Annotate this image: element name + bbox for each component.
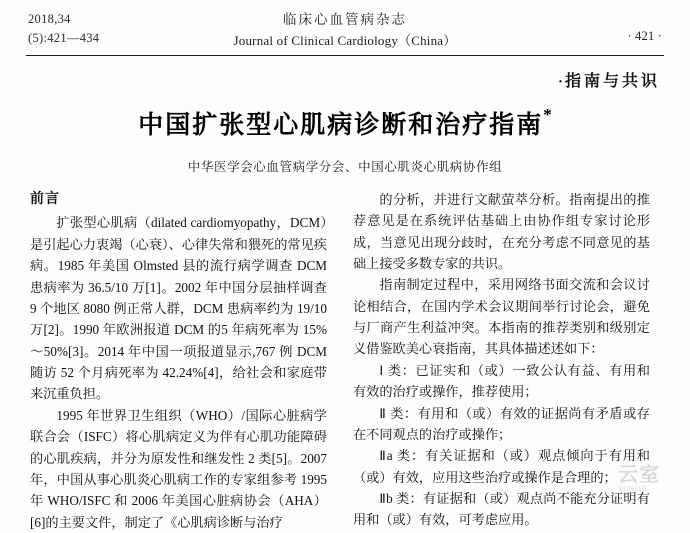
paragraph: 1995 年世界卫生组织（WHO）/国际心脏病学联合会（ISFC）将心肌病定义为伴有心肌功能障碍的心肌疾病，并分为原发性和继发性 2 类[5]。2007 年，中国从事心肌炎心肌病工作的专家组参考 1995 年 WHO/ISFC 和 2006 年美国心脏病协会（AHA）[6]的主要文件，制定了《心肌病诊断与治疗 bbox=[30, 407, 327, 530]
paragraph: 指南制定过程中，采用网络书面交流和会议讨论相结合，在国内学术会议期间举行讨论会，避免与厂商产生利益冲突。本指南的推荐类别和级别定义借鉴欧美心衰指南，其具体描述述如下： bbox=[353, 277, 650, 357]
journal-title-en: Journal of Clinical Cardiology（China） bbox=[233, 33, 457, 49]
journal-title-cn: 临床心血管病杂志 bbox=[283, 12, 407, 27]
watermark-subtext: YUNSHI bbox=[618, 485, 647, 493]
running-head bbox=[0, 0, 690, 51]
page-title-text: 中国扩张型心肌病诊断和治疗指南 bbox=[138, 111, 544, 139]
issue-pages: (5):421—434 bbox=[28, 30, 100, 45]
column-right bbox=[353, 189, 650, 533]
section-tag-label: 指南与共识 bbox=[564, 72, 660, 90]
article-body bbox=[30, 189, 660, 533]
authors: 中华医学会心血管病学分会、中国心肌炎心肌病协作组 bbox=[187, 159, 503, 174]
preface-heading: 前言 bbox=[30, 191, 60, 207]
issue-year-volume: 2018,34 bbox=[28, 12, 71, 26]
paragraph: 的分析，并进行文献萤萃分析。指南提出的推荐意见是在系统评估基础上由协作组专家讨论形成，当意见出现分歧时，在充分考虑不同意见的基础上接受多数专家的共识。 bbox=[353, 191, 650, 271]
title-footnote-marker: * bbox=[543, 104, 552, 124]
watermark-text: 云室 bbox=[618, 464, 660, 486]
paragraph: Ⅱ 类：有用和（或）有效的证据尚有矛盾或存在不同观点的治疗或操作； bbox=[353, 405, 650, 442]
issue-info bbox=[28, 10, 148, 48]
paragraph: Ⅰ 类：已证实和（或）一致公认有益、有用和有效的治疗或操作，推荐使用； bbox=[353, 362, 650, 400]
paragraph: 扩张型心肌病（dilated cardiomyopathy，DCM）是引起心力衷竭（心衰）、心律失常和猥死的常见疾病。1985 年美国 Olmsted 县的流行病学调查 DCM 患病率为 36.5/10 万[1]。2002 年中国分层抽样调查 9 个地区 8080 例正常人群，DCM 患病率约为 19/10 万[2]。1990 年欧洲报道 DCM 的5 年病死率为 15%～50%[3]。2014 年中国一项报道显示,767 例 DCM 随访 52 个月病死率为 42.24%[4]，给社会和家庭带来沉重负担。 bbox=[30, 215, 327, 402]
column-left bbox=[30, 189, 327, 533]
page-number: · 421 · bbox=[627, 28, 662, 43]
journal-title bbox=[148, 10, 542, 51]
page-title bbox=[0, 105, 690, 141]
section-tag bbox=[0, 68, 660, 91]
paragraph: Ⅱa 类：有关证据和（或）观点倾向于有用和（或）有效，应用这些治疗或操作是合理的； bbox=[353, 448, 650, 485]
section-tag-dot: · bbox=[557, 73, 563, 90]
header-divider bbox=[26, 55, 664, 56]
paragraph: Ⅱb 类：有证据和（或）观点尚不能充分证明有用和（或）有效，可考虑应用。 bbox=[353, 491, 650, 528]
